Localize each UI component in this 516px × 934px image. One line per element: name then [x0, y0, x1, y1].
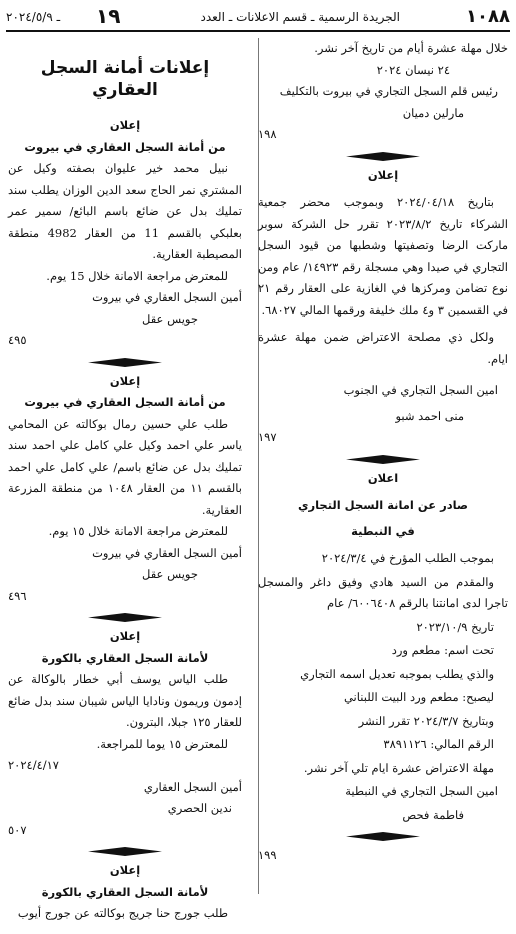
separator-ornament	[346, 152, 420, 161]
notice-title: اعلان	[367, 470, 399, 485]
notice-body: طلب علي حسين رمال بوكالته عن المحامي ياسر علي احمد وكيل علي كامل علي احمد سند تمليك بدل عن ضائع باسم/ علي كامل علي احمد بالقسم ١١ من العقار ١٠٤٨ من منطقة المزرعة العقارية.	[8, 416, 242, 517]
notice-line: بموجب الطلب المؤرخ في ٢٠٢٤/٣/٤	[321, 551, 494, 565]
notice-body: طلب الياس يوسف أبي خطار بالوكالة عن إدمون وريمون ونادايا الياس شيبان سند بدل ضائع للعقار ١٢٥ جبلا، البترون.	[8, 672, 242, 729]
notice-body: نبيل محمد خير عليوان بصفته وكيل عن المشتري نمر الحاج سعد الدين الوزان يطلب سند تمليك بدل عن ضائع باسم البائع/ سمير عمر بعلبكي بالقسم 11 من العقار 4982 منطقة المصيطبة العقارية.	[8, 161, 242, 261]
continued-signature-name: مارلين دميان	[402, 105, 464, 120]
separator-ornament	[88, 847, 162, 856]
notice-line: الرقم المالي: ٣٨٩١١٢٦	[383, 737, 494, 751]
notice-line: تاريخ ٢٠٢٣/١٠/٩	[416, 619, 494, 634]
separator-ornament	[346, 455, 420, 464]
notice-title: إعلان	[367, 167, 399, 182]
continued-text: خلال مهلة عشرة أيام من تاريخ آخر نشر.	[314, 41, 508, 55]
notice-body: طلب جورج حنا جريج بوكالته عن جورج أيوب	[17, 906, 228, 920]
issue-number: ١٩	[96, 4, 121, 28]
publication-title: الجريدة الرسمية ـ قسم الاعلانات ـ العدد	[200, 10, 400, 24]
notice-title: إعلان	[109, 373, 141, 388]
notice-objection: للمعترض مراجعة الامانة خلال 15 يوم.	[46, 268, 228, 283]
notice-number: ١٩٨	[258, 127, 277, 141]
signature-title: أمين السجل العقاري في بيروت	[92, 290, 242, 304]
notice-subtitle: لأمانة السجل العقاري بالكورة	[41, 650, 209, 665]
notice-line: مهلة الاعتراض عشرة ايام تلي آخر نشر.	[303, 760, 494, 775]
signature-name: منى احمد شبو	[395, 408, 464, 423]
signature-name: ندين الحصري	[167, 801, 232, 815]
notice-title: إعلان	[109, 863, 141, 877]
notice-subtitle: صادر عن امانة السجل التجاري	[297, 498, 469, 512]
notice-title: إعلان	[109, 118, 141, 132]
continued-date: ٢٤ نيسان ٢٠٢٤	[376, 62, 450, 77]
continued-signature-title: رئيس قلم السجل التجاري في بيروت بالتكليف	[279, 84, 498, 98]
notice-line: وبتاريخ ٢٠٢٤/٣/٧ تقرر النشر	[358, 713, 494, 728]
signature-title: امين السجل التجاري في الجنوب	[343, 383, 498, 397]
notice-number: ٤٩٦	[8, 588, 27, 603]
section-title: إعلانات أمانة السجل العقاري	[40, 58, 210, 100]
separator-ornament	[346, 832, 420, 841]
signature-title: أمين السجل العقاري	[143, 779, 242, 794]
notice-title: إعلان	[109, 629, 141, 643]
page-header	[6, 4, 510, 32]
left-column	[8, 38, 242, 925]
notice-number: ١٩٩	[258, 848, 277, 862]
notice-line: والمقدم من السيد هادي وفيق داغر والمسجل تاجرا لدى امانتنا بالرقم ٦٠٠٦٤٠٨/ عام	[258, 574, 508, 610]
notice-date: ٢٠٢٤/٤/١٧	[8, 758, 59, 772]
issue-date: ـ ٢٠٢٤/٥/٩	[6, 10, 61, 24]
notice-objection: ولكل ذي مصلحة الاعتراض ضمن مهلة عشرة ايام.	[258, 330, 508, 366]
notice-number: ٥٠٧	[8, 822, 27, 837]
signature-name: جويس عقل	[142, 311, 198, 326]
notice-objection: للمعترض ١٥ يوما للمراجعة.	[96, 736, 228, 751]
separator-ornament	[88, 358, 162, 367]
signature-name: جويس عقل	[142, 567, 198, 581]
right-column	[258, 38, 508, 867]
notice-body: بتاريخ ٢٠٢٤/٠٤/١٨ وبموجب محضر جمعية الشركاء تاريخ ٢٠٢٣/٨/٢ تقرر حل الشركة سوبر ماركت الرضا وتصفيتها وشطبها من قيود السجل التجاري في صيدا وهي مسجلة رقم ١٤٩٢٣/ عام ومن نوع تضامن ومركزها في الغازية على العقار رقم ٢١ في القسمين ٣ و٤ ملك خليفة ورقمها المالي ٦٨٠٢٧.	[258, 195, 509, 317]
separator-ornament	[88, 613, 162, 622]
notice-subtitle: من أمانة السجل العقاري في بيروت	[24, 395, 226, 409]
notice-line: والذي يطلب بموجبه تعديل اسمه التجاري	[300, 666, 494, 681]
signature-name: فاطمة فحص	[402, 807, 464, 822]
notice-line: ليصبح: مطعم ورد البيت اللبناني	[343, 690, 494, 704]
signature-title: أمين السجل العقاري في بيروت	[92, 545, 242, 560]
notice-subtitle: في النبطية	[351, 523, 415, 538]
page-number: ١٠٨٨	[466, 6, 510, 27]
notice-objection: للمعترض مراجعة الامانة خلال ١٥ يوم.	[48, 524, 228, 538]
notice-subtitle: لأمانة السجل العقاري بالكورة	[41, 884, 209, 899]
notice-number: ١٩٧	[258, 430, 277, 444]
notice-number: ٤٩٥	[8, 333, 27, 347]
signature-title: امين السجل التجاري في النبطية	[345, 784, 498, 798]
notice-subtitle: من أمانة السجل العقاري في بيروت	[24, 139, 226, 154]
notice-line: تحت اسم: مطعم ورد	[391, 643, 494, 657]
